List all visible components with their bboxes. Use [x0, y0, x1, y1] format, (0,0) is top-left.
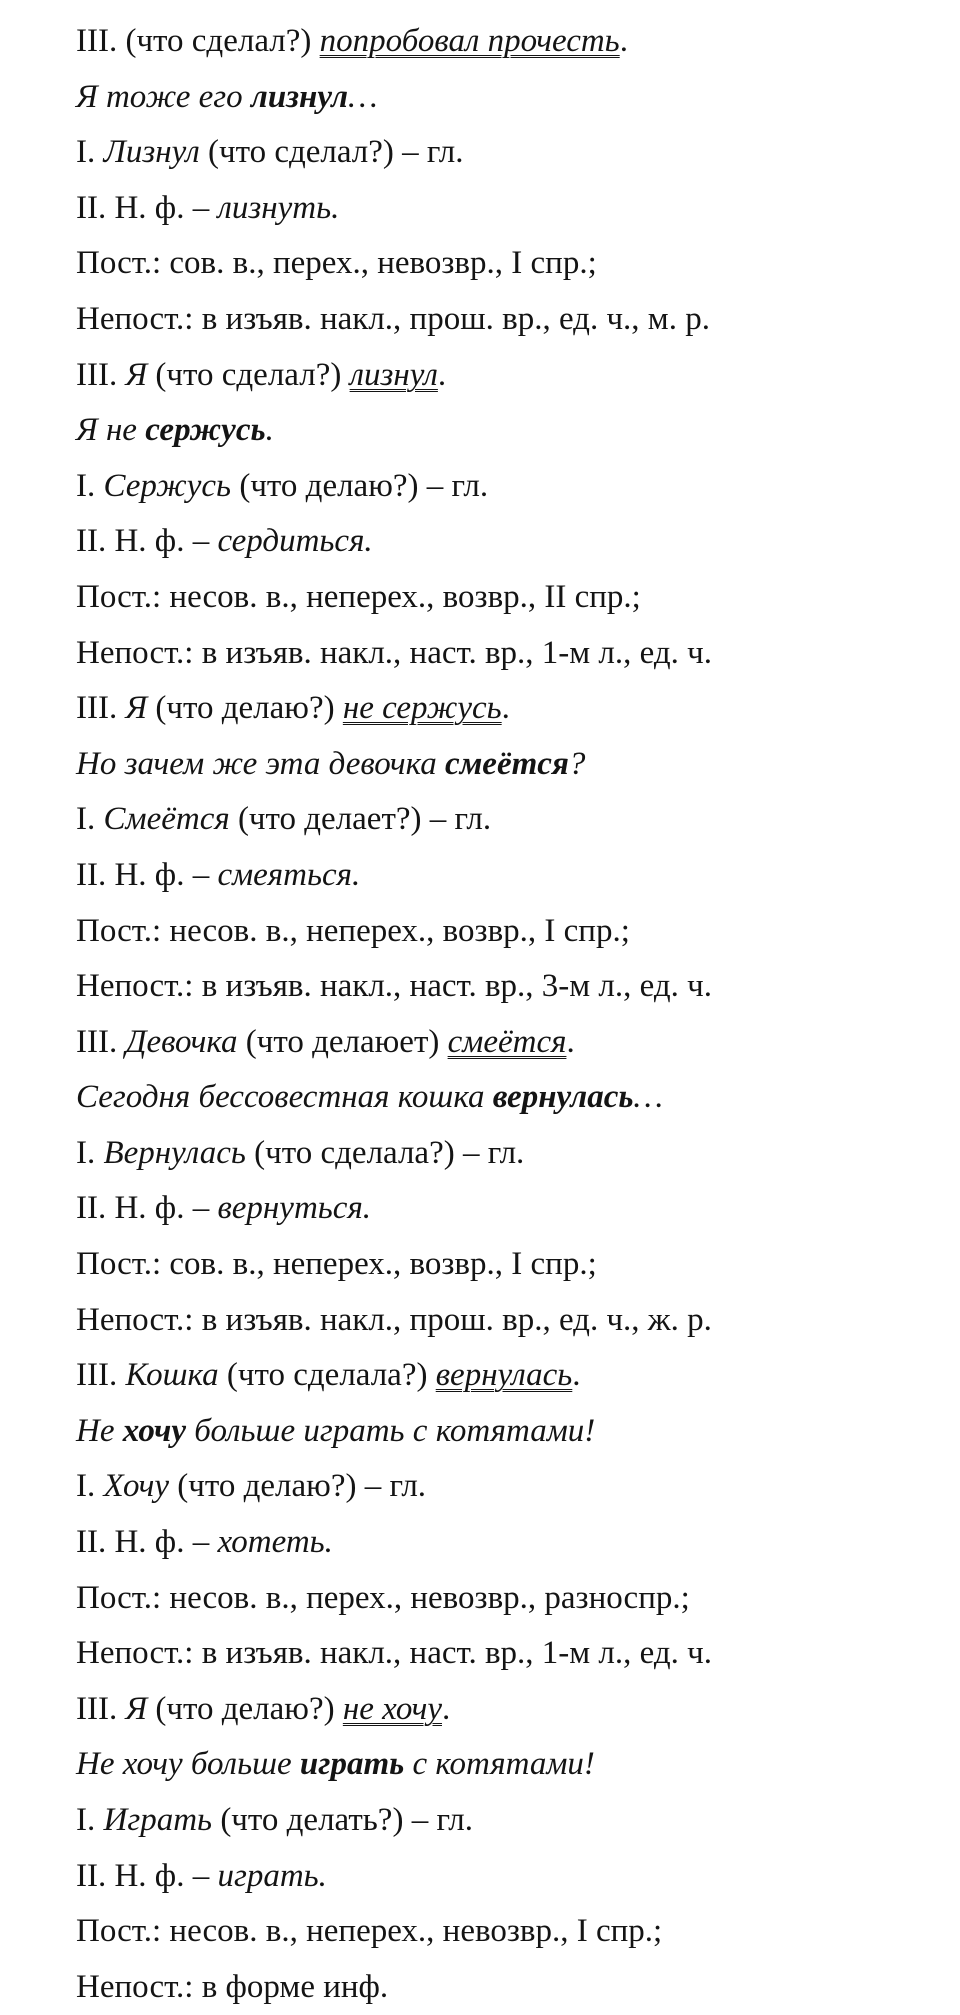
- variable-features: [76, 1960, 936, 2015]
- sentence: [76, 403, 936, 459]
- text-run: III. (что сделал?): [76, 23, 320, 59]
- italic-text: Сегодня бессовестная кошка: [76, 1079, 493, 1116]
- text-run: Непост.: в форме инф.: [76, 1968, 389, 2005]
- predicate-underlined: попробовал прочесть: [319, 23, 620, 59]
- analyzed-verb: смеётся: [445, 745, 569, 782]
- text-run: Пост.: несов. в., неперех., невозвр., I спр.;: [76, 1913, 663, 1950]
- text-run: I.: [76, 1468, 104, 1505]
- italic-text: Я: [125, 1690, 148, 1727]
- parse-step-1: [76, 459, 936, 515]
- text-run: I.: [76, 801, 104, 838]
- text-run: I.: [76, 1802, 104, 1838]
- sentence: [76, 1404, 936, 1460]
- text-run: .: [437, 356, 447, 393]
- italic-text: Хочу: [103, 1468, 170, 1505]
- italic-text: Я не: [76, 412, 146, 449]
- constant-features: [76, 904, 936, 960]
- parse-step-3: [76, 348, 936, 404]
- text-run: .: [501, 690, 510, 727]
- parse-step-2: [76, 181, 936, 237]
- italic-text: …: [348, 78, 378, 115]
- predicate-underlined: лизнул: [349, 356, 438, 393]
- italic-text: Я тоже его: [76, 78, 251, 115]
- text-run: Непост.: в изъяв. накл., наст. вр., 1-м л., ед. ч.: [76, 1635, 712, 1672]
- italic-text: Лизнул: [103, 134, 200, 171]
- constant-features: [76, 1904, 936, 1960]
- italic-text: вернуться.: [217, 1190, 372, 1227]
- text-run: (что сделал?): [147, 356, 350, 393]
- text-run: .: [572, 1357, 581, 1394]
- parse-step-3: [76, 1682, 936, 1738]
- text-run: I.: [76, 134, 104, 171]
- parse-step-1: [76, 1126, 936, 1182]
- text-run: II. Н. ф. –: [76, 1857, 218, 1894]
- italic-text: смеяться.: [217, 856, 361, 893]
- text-run: Пост.: сов. в., перех., невозвр., I спр.;: [76, 245, 597, 282]
- analyzed-verb: лизнул: [250, 78, 349, 115]
- italic-text: Не: [76, 1412, 123, 1449]
- parse-step-1: [76, 1793, 936, 1849]
- italic-text: с котятами!: [404, 1746, 595, 1783]
- italic-text: Сержусь: [103, 467, 232, 504]
- text-run: (что сделал?) – гл.: [199, 134, 464, 171]
- italic-text: Но зачем же эта девочка: [76, 745, 446, 782]
- parse-step-3: [76, 1015, 936, 1071]
- morphological-analysis-text: [76, 14, 936, 2015]
- constant-features: [76, 236, 936, 292]
- text-run: I.: [76, 467, 104, 504]
- predicate-underlined: вернулась: [435, 1357, 573, 1394]
- analyzed-verb: играть: [299, 1746, 405, 1783]
- text-run: .: [441, 1690, 451, 1727]
- italic-text: сердиться.: [217, 523, 373, 560]
- italic-text: Играть: [103, 1802, 213, 1838]
- text-run: Пост.: сов. в., неперех., возвр., I спр.;: [76, 1246, 597, 1283]
- parse-step-2: [76, 1515, 936, 1571]
- variable-features: [76, 1293, 936, 1349]
- text-run: Пост.: несов. в., перех., невозвр., разноспр.;: [76, 1579, 690, 1616]
- text-run: Пост.: несов. в., неперех., возвр., I спр.;: [76, 912, 630, 949]
- text-run: (что сделала?): [218, 1357, 436, 1394]
- text-run: III.: [76, 356, 126, 393]
- italic-text: Не хочу больше: [76, 1746, 300, 1783]
- italic-text: Вернулась: [103, 1134, 246, 1171]
- text-run: Непост.: в изъяв. накл., прош. вр., ед. ч., м. р.: [76, 300, 710, 337]
- constant-features: [76, 1237, 936, 1293]
- parse-step-2: [76, 1181, 936, 1237]
- italic-text: ?: [568, 745, 586, 782]
- text-run: II. Н. ф. –: [76, 523, 218, 560]
- italic-text: …: [633, 1079, 663, 1116]
- italic-text: Девочка: [125, 1023, 238, 1060]
- constant-features: [76, 1571, 936, 1627]
- parse-step-1: [76, 1459, 936, 1515]
- parse-step-2: [76, 514, 936, 570]
- text-run: (что сделала?) – гл.: [245, 1134, 525, 1171]
- italic-text: Смеётся: [103, 801, 230, 838]
- italic-text: лизнуть.: [217, 189, 340, 226]
- italic-text: Я: [125, 690, 148, 727]
- text-run: (что делает?) – гл.: [229, 801, 492, 838]
- text-run: (что делаю?) – гл.: [231, 467, 489, 504]
- text-run: II. Н. ф. –: [76, 1190, 218, 1227]
- text-run: Непост.: в изъяв. накл., наст. вр., 3-м л., ед. ч.: [76, 968, 712, 1005]
- text-run: (что делаю?): [147, 1690, 343, 1727]
- italic-text: Кошка: [125, 1357, 219, 1394]
- text-run: II. Н. ф. –: [76, 856, 218, 893]
- predicate-underlined: не хочу: [342, 1690, 442, 1727]
- italic-text: Я: [125, 356, 148, 393]
- parse-step-2: [76, 848, 936, 904]
- text-run: III.: [76, 1357, 126, 1394]
- italic-text: играть.: [217, 1857, 327, 1894]
- parse-step-3: [76, 14, 936, 70]
- text-run: (что делаю?) – гл.: [169, 1468, 427, 1505]
- variable-features: [76, 292, 936, 348]
- text-run: .: [566, 1023, 575, 1060]
- text-run: .: [619, 23, 628, 59]
- text-run: I.: [76, 1134, 104, 1171]
- sentence: [76, 70, 936, 126]
- text-run: III.: [76, 1023, 126, 1060]
- variable-features: [76, 626, 936, 682]
- text-run: II. Н. ф. –: [76, 1524, 218, 1561]
- variable-features: [76, 1626, 936, 1682]
- text-run: Пост.: несов. в., неперех., возвр., II спр.;: [76, 578, 641, 615]
- parse-step-2: [76, 1849, 936, 1905]
- text-run: (что делаюет): [237, 1023, 448, 1060]
- analyzed-verb: сержусь: [145, 412, 266, 449]
- analyzed-verb: хочу: [122, 1412, 187, 1449]
- sentence: [76, 737, 936, 793]
- sentence: [76, 1070, 936, 1126]
- parse-step-3: [76, 681, 936, 737]
- text-run: (что делаю?): [147, 690, 343, 727]
- predicate-underlined: смеётся: [447, 1023, 567, 1060]
- sentence: [76, 1737, 936, 1793]
- parse-step-3: [76, 1348, 936, 1404]
- text-run: (что делать?) – гл.: [212, 1802, 474, 1838]
- text-run: III.: [76, 1690, 126, 1727]
- text-run: III.: [76, 690, 126, 727]
- text-run: Непост.: в изъяв. накл., прош. вр., ед. ч., ж. р.: [76, 1301, 712, 1338]
- variable-features: [76, 959, 936, 1015]
- constant-features: [76, 570, 936, 626]
- analyzed-verb: вернулась: [492, 1079, 634, 1116]
- text-run: II. Н. ф. –: [76, 189, 218, 226]
- text-run: Непост.: в изъяв. накл., наст. вр., 1-м л., ед. ч.: [76, 634, 712, 671]
- parse-step-1: [76, 792, 936, 848]
- italic-text: хотеть.: [217, 1524, 333, 1561]
- italic-text: .: [265, 412, 274, 449]
- predicate-underlined: не сержусь: [342, 690, 502, 727]
- italic-text: больше играть с котятами!: [186, 1412, 596, 1449]
- parse-step-1: [76, 125, 936, 181]
